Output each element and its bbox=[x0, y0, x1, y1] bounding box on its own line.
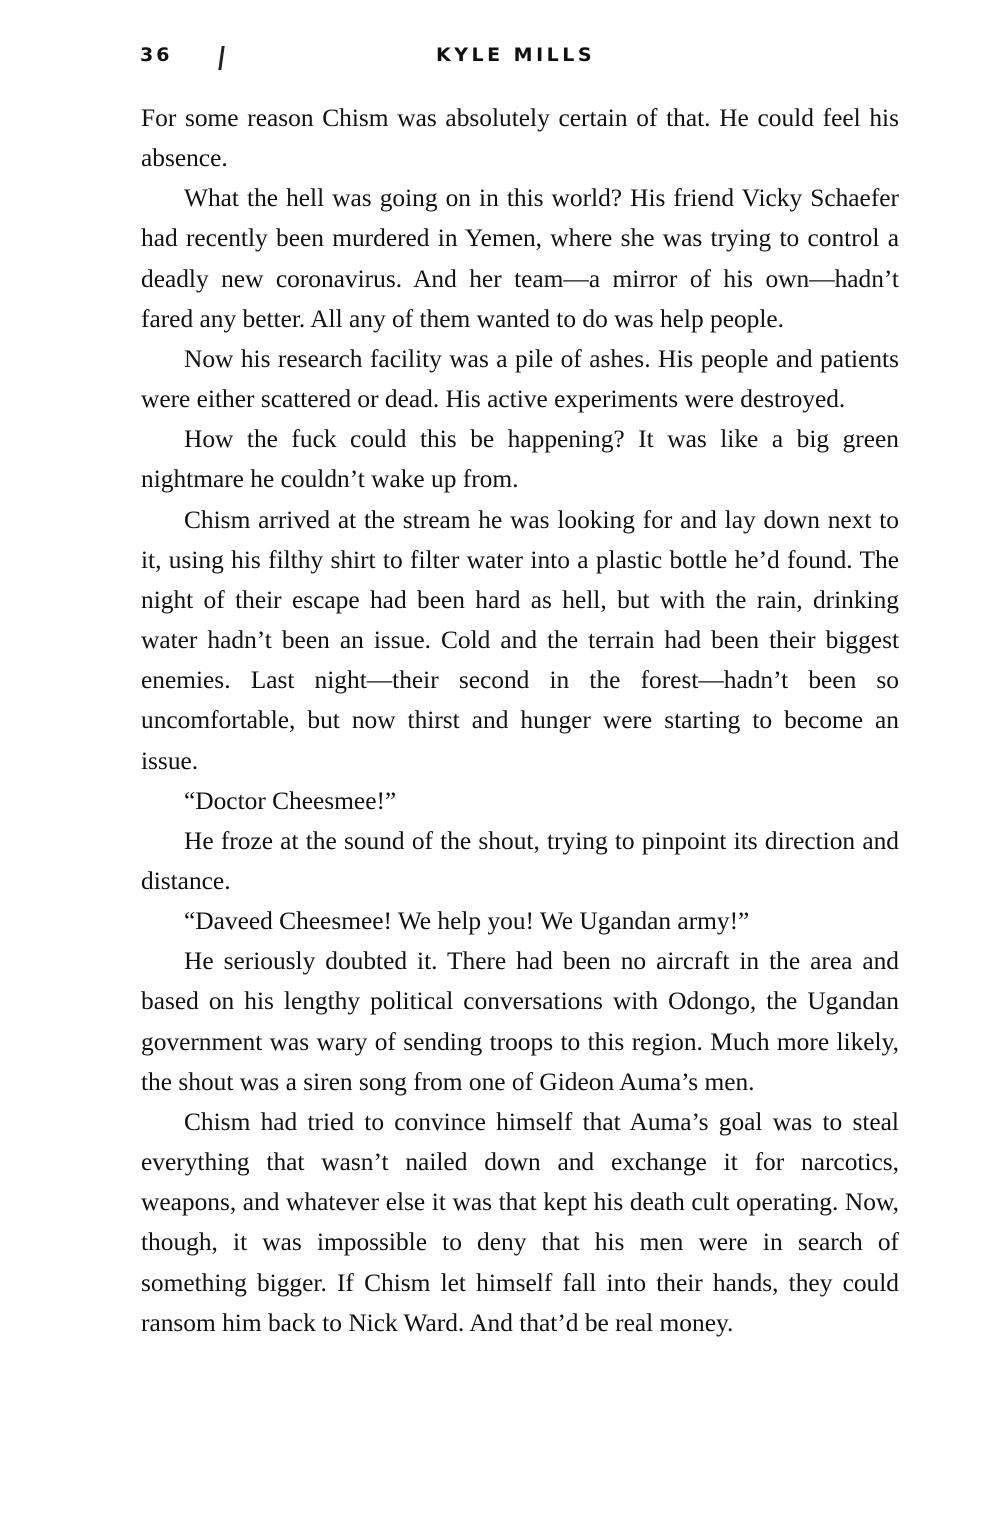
page-header bbox=[140, 42, 900, 74]
paragraph: How the fuck could this be happening? It was like a big green nightmare he couldn’t wake up from. bbox=[141, 425, 899, 494]
paragraph: “Daveed Cheesmee! We help you! We Ugandan army!” bbox=[184, 907, 750, 936]
paragraph: Chism had tried to convince himself that Auma’s goal was to steal everything that wasn’t nailed down and exchange it for narcotics, weapons, and whatever else it was that kept his death cult operating. Now, though, it was impossible to deny that his men were in search of something bigger. If Chism let himself fall into their hands, they could ransom him back to Nick Ward. And that’d be real money. bbox=[141, 1107, 899, 1337]
paragraph: He froze at the sound of the shout, trying to pinpoint its direction and distance. bbox=[141, 826, 899, 895]
paragraph: He seriously doubted it. There had been no aircraft in the area and based on his lengthy political conversations with Odongo, the Ugandan government was wary of sending troops to this region. Much more likely, the shout was a siren song from one of Gideon Auma’s men. bbox=[141, 947, 899, 1096]
page-number: 36 bbox=[140, 44, 173, 66]
paragraph: For some reason Chism was absolutely certain of that. He could feel his absence. bbox=[141, 104, 899, 173]
paragraph: What the hell was going on in this world? His friend Vicky Schaefer had recently been murdered in Yemen, where she was trying to control a deadly new coronavirus. And her team—a mirror of his own—hadn’t fared any better. All any of them wanted to do was help people. bbox=[141, 184, 899, 333]
paragraph: Chism arrived at the stream he was looking for and lay down next to it, using his filthy shirt to filter water into a plastic bottle he’d found. The night of their escape had been hard as hell, but with the rain, drinking water hadn’t been an issue. Cold and the terrain had been their biggest enemies. Last night—their second in the forest—hadn’t been so uncomfortable, but now thirst and hunger were starting to become an issue. bbox=[141, 505, 899, 775]
header-ornament bbox=[218, 46, 224, 70]
body-text bbox=[141, 98, 899, 1343]
running-head: KYLE MILLS bbox=[436, 44, 596, 66]
paragraph: Now his research facility was a pile of ashes. His people and patients were either scattered or dead. His active experiments were destroyed. bbox=[141, 344, 899, 414]
paragraph: “Doctor Cheesmee!” bbox=[184, 786, 397, 815]
